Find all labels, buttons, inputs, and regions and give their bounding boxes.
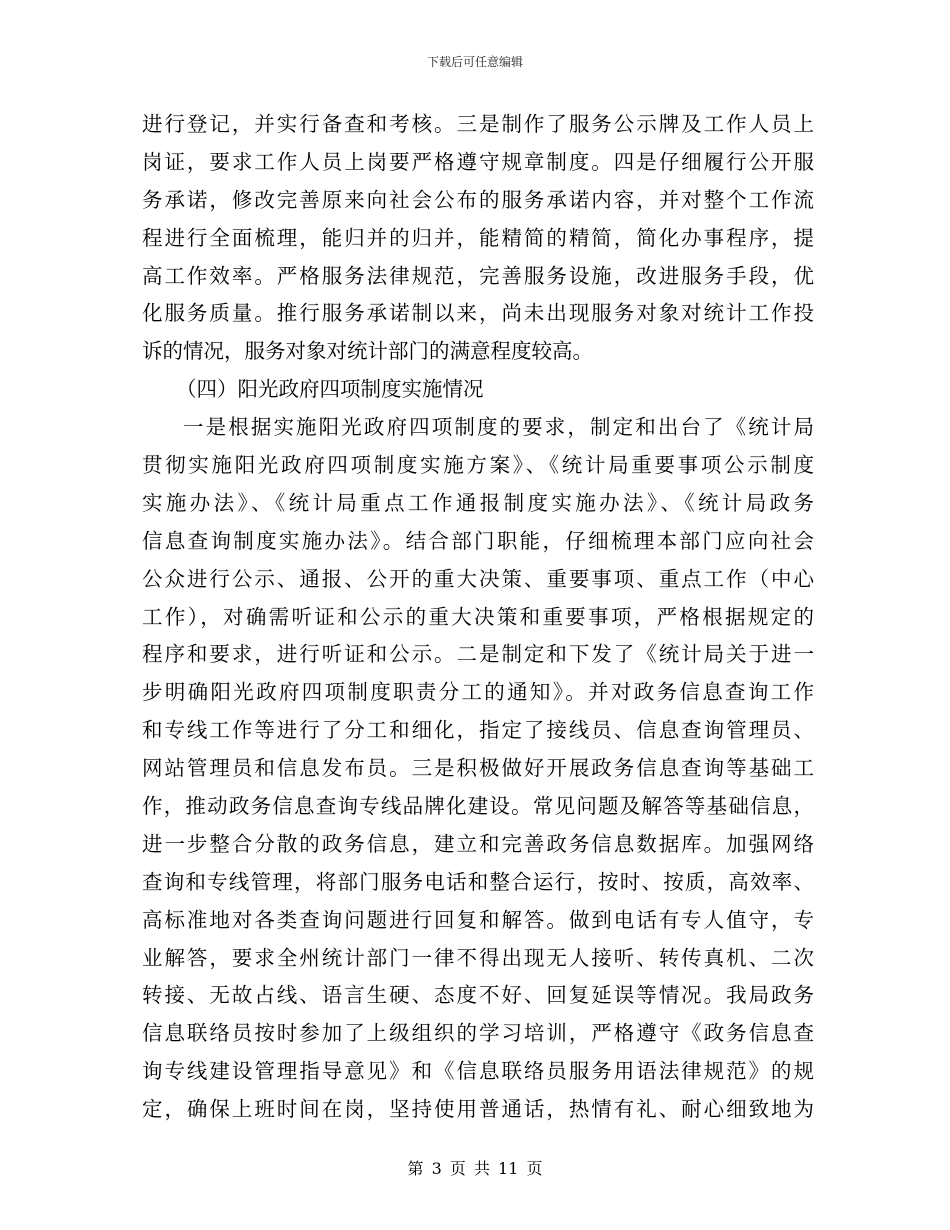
text-line: 一是根据实施阳光政府四项制度的要求，制定和出台了《统计局	[183, 415, 814, 440]
text-line: 实施办法》、《统计局重点工作通报制度实施办法》、《统计局政务	[142, 490, 814, 515]
text-line: 公众进行公示、通报、公开的重大决策、重要事项、重点工作（中心	[142, 566, 814, 591]
text-line: 查询和专线管理，将部门服务电话和整合运行，按时、按质，高效率、	[142, 869, 814, 894]
text-line: 作，推动政务信息查询专线品牌化建设。常见问题及解答等基础信息，	[142, 794, 814, 819]
page-header: 下载后可任意编辑	[426, 55, 523, 69]
text-line: 高工作效率。严格服务法律规范，完善服务设施，改进服务手段，优	[142, 263, 814, 288]
text-line: 信息联络员按时参加了上级组织的学习培训，严格遵守《政务信息查	[142, 1021, 814, 1046]
text-line: 进一步整合分散的政务信息，建立和完善政务信息数据库。加强网络	[142, 831, 814, 856]
text-line: 工作），对确需听证和公示的重大决策和重要事项，严格根据规定的	[142, 604, 814, 629]
text-line: 程进行全面梳理，能归并的归并，能精简的精简，简化办事程序，提	[142, 225, 814, 250]
text-line: 贯彻实施阳光政府四项制度实施方案》、《统计局重要事项公示制度	[142, 453, 814, 478]
text-line: 询专线建设管理指导意见》和《信息联络员服务用语法律规范》的规	[142, 1059, 814, 1084]
text-line: 岗证，要求工作人员上岗要严格遵守规章制度。四是仔细履行公开服	[142, 149, 814, 174]
text-line: （四）阳光政府四项制度实施情况	[176, 377, 484, 402]
text-line: 化服务质量。推行服务承诺制以来，尚未出现服务对象对统计工作投	[142, 301, 814, 326]
text-line: 网站管理员和信息发布员。三是积极做好开展政务信息查询等基础工	[142, 756, 814, 781]
text-line: 程序和要求，进行听证和公示。二是制定和下发了《统计局关于进一	[142, 642, 814, 667]
document-body	[142, 106, 814, 1129]
text-line: 转接、无故占线、语言生硬、态度不好、回复延误等情况。我局政务	[142, 983, 814, 1008]
text-line: 诉的情况，服务对象对统计部门的满意程度较高。	[142, 339, 593, 364]
text-line: 和专线工作等进行了分工和细化，指定了接线员、信息查询管理员、	[142, 718, 814, 743]
text-line: 信息查询制度实施办法》。结合部门职能，仔细梳理本部门应向社会	[142, 528, 814, 553]
text-line: 高标准地对各类查询问题进行回复和解答。做到电话有专人值守，专	[142, 907, 814, 932]
text-line: 步明确阳光政府四项制度职责分工的通知》。并对政务信息查询工作	[142, 680, 814, 705]
text-line: 务承诺，修改完善原来向社会公布的服务承诺内容，并对整个工作流	[142, 187, 814, 212]
text-line: 进行登记，并实行备查和考核。三是制作了服务公示牌及工作人员上	[142, 112, 814, 136]
text-line: 定，确保上班时间在岗，坚持使用普通话，热情有礼、耐心细致地为	[142, 1097, 814, 1122]
page-footer: 第 3 页 共 11 页	[407, 1159, 543, 1178]
text-line: 业解答，要求全州统计部门一律不得出现无人接听、转传真机、二次	[142, 945, 814, 970]
